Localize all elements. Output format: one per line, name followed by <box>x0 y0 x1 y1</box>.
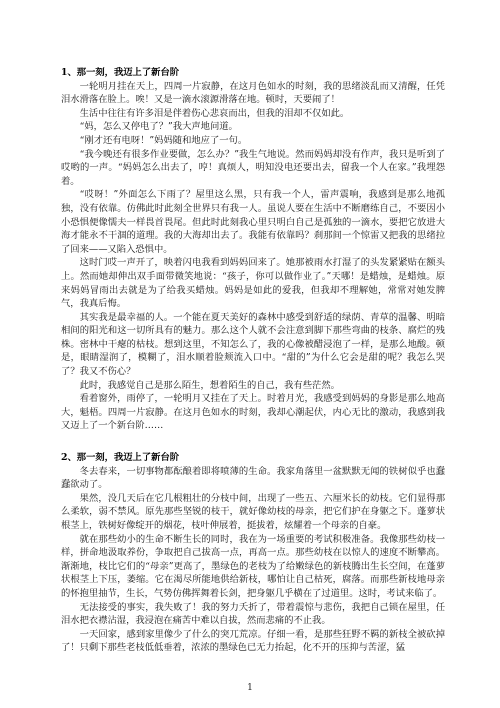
essay-section-2 <box>61 451 445 655</box>
essay-section-1 <box>61 66 445 433</box>
paragraph: “刚才还有电呀！”妈妈随和地应了一句。 <box>79 134 248 146</box>
paragraph: 一天回家，感到家里像少了什么的突兀荒凉。仔细一看，是那些狂野不羁的新枝全被砍掉了！只剩下那些老枝低低垂着，浓浓的墨绿色已无力抬起，化不开的压抑与苦涩，猛 <box>61 628 445 654</box>
paragraph: 生活中往往有许多泪是伴着伤心悲哀而出，但我的泪却不仅如此。 <box>79 107 350 119</box>
paragraph: 果然，没几天后在它几根粗壮的分枝中间，出现了一些五、六厘米长的幼枝。它们显得那么柔软，弱不禁风。原先那些坚锐的枝干，就好像幼枝的母亲，把它们护在身躯之下。蓬萝状根茎上，铁树好像绽开的烟花，枝叶伸展着，挺拔着，炫耀着一个母亲的自豪。 <box>61 492 445 531</box>
paragraph: 就在那些幼小的生命不断生长的同时，我在为一场重要的考试积极准备。我像那些幼枝一样，拼命地汲取养份，争取把自己拔高一点，再高一点。那些幼枝在以惊人的速度不断攀高。渐渐地，枝比它们的“母亲”更高了，墨绿色的老枝为了给嫩绿色的新枝腾出生长空间，在蓬萝状根茎上下压，萎缩。它在渴尽所能地供给新枝，哪怕让自己枯死，腐落。而那些新枝地母亲的怀抱里抽节，生长，气势仿佛挥舞着长剑，把身躯几乎横在了过道里。这时，考试来临了。 <box>61 533 445 599</box>
paragraph: 其实我是最幸福的人。一个能在夏天美好的森林中感受到舒适的绿荫、青草的温馨、明暗相间的阳光和这一切所具有的魅力。那么这个人就不会注意到脚下那些弯曲的枝条、腐烂的残株。密林中干瘪的枯枝。想到这里，不知怎么了，我的心像被醋浸泡了一样，是那么地酸。顿是，眼睛湿润了，模糊了，泪水顺着脸颊流入口中。“甜的”为什么它会是甜的呢？我怎么哭了？我又不伤心？ <box>61 311 445 378</box>
paragraph: 此时，我感觉自己是那么陌生，想着陌生的自己，我有些茫然。 <box>79 379 340 391</box>
page-number: 1 <box>247 683 253 693</box>
paragraph: 冬去春来，一切事物都酝酿着即将喷薄的生命。我家角落里一盆默默无闻的铁树似乎也蠢蠢欲动了。 <box>61 465 445 491</box>
section-title: 2、那一刻，我迈上了新台阶 <box>61 452 180 464</box>
paragraph: “哎呀！”外面怎么下雨了？屋里这么黑，只有我一个人，雷声震响，我感到是那么地孤独，没有依靠。仿佛此时此刻全世界只有我一人。虽说人要在生活中不断磨练自己，不要因小小恐惧便像懦夫一样畏首畏尾。但此时此刻我心里只明白自己是孤独的一滴水，要把它放进大海才能永不干涸的道理。我的大海却出去了。我能有依靠吗？刹那间一个惊雷又把我的思绪拉了回来——又陷入恐惧中。 <box>61 189 445 255</box>
paragraph: 无法接受的事实，我失败了！我的努力夭折了，带着震惊与悲伤，我把自己锁在屋里，任泪水把衣襟沾湿，我浸泡在痛苦中难以自拔，然而悲痛的不止我。 <box>61 601 445 627</box>
paragraph: “我今晚还有很多作业要做，怎么办？”我生气地说。然而妈妈却没有作声，我只是听到了哎哟的一声。“妈妈怎么出去了，哼！真烦人，明知没电还要出去，留我一个人在家。”我埋怨着。 <box>61 148 445 187</box>
paragraph: 看着窗外，雨停了，一轮明月又挂在了天上。时着月光，我感受到妈妈的身影是那么地高大，魁梧。四周一片寂静。在这月色如水的时刻，我却心潮起伏，内心无比的激动，我感到我又迈上了一个新台阶…… <box>61 393 445 432</box>
page-content <box>61 66 445 655</box>
section-title: 1、那一刻，我迈上了新台阶 <box>61 67 180 78</box>
paragraph: 这时门哎一声开了，映着闪电我看到妈妈回来了。她那被雨水打湿了的头发紧紧贴在额头上。然而她却伸出双手面带微笑地说：“孩子，你可以做作业了。”天哪！是蜡烛，是蜡烛。原来妈妈冒雨出去就是为了给我买蜡烛。妈妈是如此的爱我，但我却不理解她，常常对她发脾气，我真后悔。 <box>61 257 445 310</box>
paragraph: 一轮明月挂在天上，四周一片寂静，在这月色如水的时刻，我的思绪淡乱而又清醒，任凭泪水滑落在脸上。唉！又是一滴水滚源滑落在地。顿时，天要闹了！ <box>61 80 445 106</box>
paragraph: “妈，怎么又停电了？”我大声地问道。 <box>79 121 238 133</box>
